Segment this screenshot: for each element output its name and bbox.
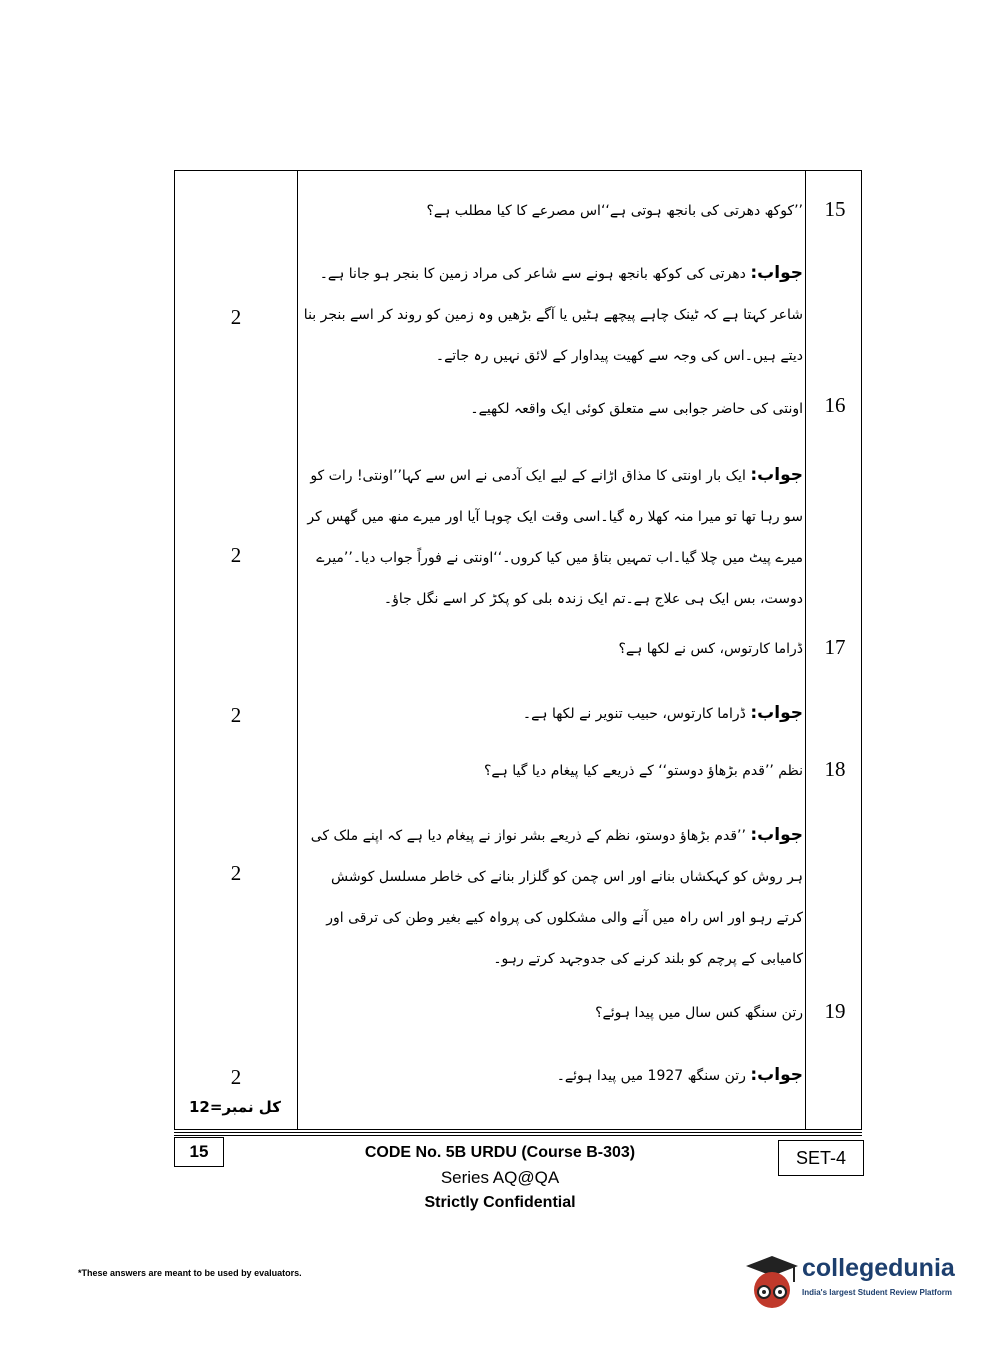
answer-label: جواب:	[750, 703, 803, 723]
answer-text	[303, 1055, 803, 1097]
evaluator-note: *These answers are meant to be used by evaluators.	[78, 1268, 302, 1278]
question-number: 18	[824, 757, 846, 781]
question-number: 17	[824, 635, 846, 659]
collegedunia-logo	[744, 1252, 974, 1320]
answer-text	[303, 815, 803, 980]
answer-label: جواب:	[750, 465, 803, 485]
answer-text	[303, 455, 803, 620]
answer-text	[303, 693, 803, 735]
question-text: نظم ’’قدم بڑھاؤ دوستو‘‘ کے ذریعے کیا پیغام دیا گیا ہے؟	[484, 763, 803, 779]
footer-divider	[174, 1135, 862, 1136]
confidential-label: Strictly Confidential	[424, 1194, 576, 1211]
answer-body: دھرتی کی کوکھ بانجھ ہونے سے شاعر کی مراد زمین کا بنجر ہو جانا ہے۔ شاعر کہتا ہے کہ ٹینک چاہے پیچھے ہٹیں یا آگے بڑھیں وہ زمین کو روند کر اسے بنجر بنا دیتے ہیں۔اس کی وجہ سے کھیت پیداوار کے لائق نہیں رہ جاتے۔	[303, 266, 803, 364]
series-label: Series AQ@QA	[440, 1168, 560, 1187]
mascot-icon	[744, 1252, 800, 1316]
marks-value: 2	[230, 1065, 242, 1089]
question-text: ڈراما کارتوس، کس نے لکھا ہے؟	[618, 641, 803, 657]
total-marks: کل نمبر=12	[189, 1098, 281, 1116]
logo-tagline: India's largest Student Review Platform	[802, 1288, 952, 1297]
answer-body: ’’قدم بڑھاؤ دوستو، نظم کے ذریعے بشر نواز نے پیغام دیا ہے کہ اپنے ملک کی ہر روش کو کہکشاں بنانے اور اس چمن کو گلزار بنانے کی خاطر مسلسل کوشش کرتے رہو اور اس راہ میں آنے والی مشکلوں کی پرواہ کیے بغیر وطن کی ترقی اور کامیابی کے پرچم کو بلند کرنے کی جدوجہد کرتے رہو۔	[310, 828, 803, 967]
marks-value: 2	[230, 861, 242, 885]
number-column-divider	[805, 171, 806, 1129]
question-number: 15	[824, 197, 846, 221]
answer-text	[303, 253, 803, 377]
answer-body: رتن سنگھ 1927 میں پیدا ہوئے۔	[556, 1068, 746, 1084]
answer-body: ڈراما کارتوس، حبیب تنویر نے لکھا ہے۔	[522, 706, 746, 722]
question-number: 16	[824, 393, 846, 417]
marks-column-divider	[297, 171, 298, 1129]
marks-value: 2	[230, 703, 242, 727]
answer-table	[174, 170, 862, 1130]
answer-label: جواب:	[750, 263, 803, 283]
logo-wordmark: collegedunia	[802, 1254, 955, 1282]
question-number: 19	[824, 999, 846, 1023]
set-label: SET-4	[778, 1140, 864, 1176]
paper-code: CODE No. 5B URDU (Course B-303)	[364, 1144, 636, 1161]
footer-divider	[174, 1132, 862, 1133]
question-text: ’’کوکھ دھرتی کی بانجھ ہوتی ہے‘‘اس مصرعے کا کیا مطلب ہے؟	[426, 203, 803, 219]
marks-value: 2	[230, 543, 242, 567]
answer-label: جواب:	[750, 825, 803, 845]
question-text: رتن سنگھ کس سال میں پیدا ہوئے؟	[595, 1005, 803, 1021]
answer-label: جواب:	[750, 1065, 803, 1085]
marks-value: 2	[230, 305, 242, 329]
question-text: اونتی کی حاضر جوابی سے متعلق کوئی ایک واقعہ لکھیے۔	[470, 401, 803, 417]
answer-body: ایک بار اونتی کا مذاق اڑانے کے لیے ایک آدمی نے اس سے کہا’’اونتی! رات کو سو رہا تھا تو میرا منہ کھلا رہ گیا۔اسی وقت ایک چوہا آیا اور میرے منھ میں گھس کر میرے پیٹ میں چلا گیا۔اب تمہیں بتاؤ میں کیا کروں۔‘‘اونتی نے فوراً جواب دیا۔’’میرے دوست، بس ایک ہی علاج ہے۔تم ایک زندہ بلی کو پکڑ کر اسے نگل جاؤ۔	[307, 468, 803, 607]
page-number: 15	[174, 1137, 224, 1167]
